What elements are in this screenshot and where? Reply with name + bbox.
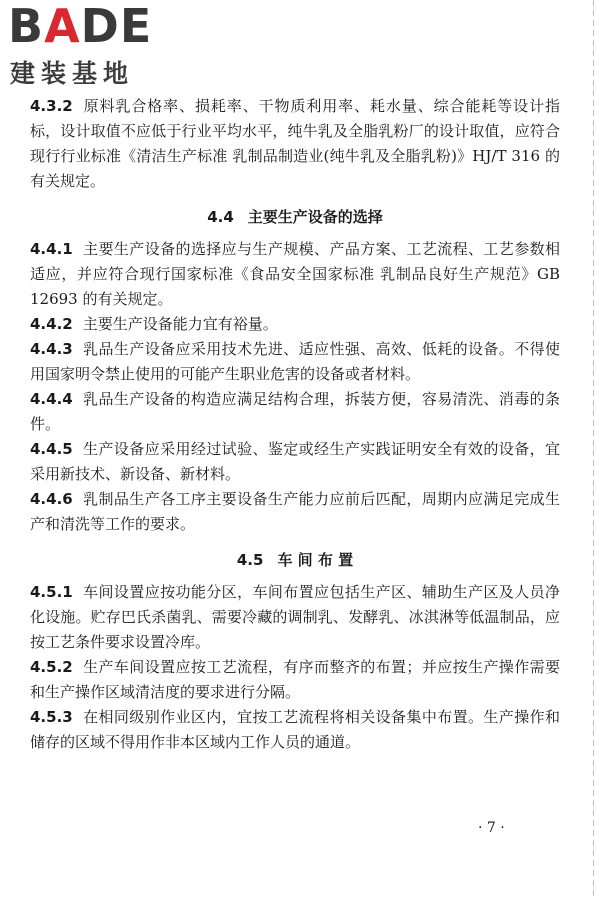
clause-4-5-2: 4.5.2 生产车间设置应按工艺流程，有序而整齐的布置；并应按生产操作需要和生产操作区域清洁度的要求进行分隔。 [30,658,560,701]
clause-4-4-1: 4.4.1 主要生产设备的选择应与生产规模、产品方案、工艺流程、工艺参数相适应，并应符合现行国家标准《食品安全国家标准 乳制品良好生产规范》GB 12693 的有关规定。 [30,240,560,308]
clause-4-4-4: 4.4.4 乳品生产设备的构造应满足结构合理，拆装方便，容易清洗、消毒的条件。 [30,390,560,433]
clause-4-5-3: 4.5.3 在相同级别作业区内，宜按工艺流程将相关设备集中布置。生产操作和储存的区域不得用作非本区域内工作人员的通道。 [30,708,560,751]
page-edge-line [593,0,594,900]
clause-4-3-2: 4.3.2 原料乳合格率、损耗率、干物质利用率、耗水量、综合能耗等设计指标，设计取值不应低于行业平均水平，纯牛乳及全脂乳粉厂的设计取值，应符合现行行业标准《清洁生产标准 乳制品制造业(纯牛乳及全脂乳粉)》HJ/T 316 的有关规定。 [30,97,560,190]
page-number: · 7 · [478,820,505,836]
document-body [30,94,560,755]
logo-wordmark: BADE [8,0,153,53]
clause-4-5-1: 4.5.1 车间设置应按功能分区，车间布置应包括生产区、辅助生产区及人员净化设施。贮存巴氏杀菌乳、需要冷藏的调制乳、发酵乳、冰淇淋等低温制品，应按工艺条件要求设置冷库。 [30,583,560,651]
section-heading-4-5: 4.5 车 间 布 置 [236,551,354,569]
logo-subtitle: 建装基地 [10,59,135,88]
clause-4-4-3: 4.4.3 乳品生产设备应采用技术先进、适应性强、高效、低耗的设备。不得使用国家明令禁止使用的可能产生职业危害的设备或者材料。 [30,340,560,383]
bade-logo [8,2,178,92]
clause-4-4-2: 4.4.2 主要生产设备能力宜有裕量。 [30,315,278,333]
clause-4-4-5: 4.4.5 生产设备应采用经过试验、鉴定或经生产实践证明安全有效的设备，宜采用新技术、新设备、新材料。 [30,440,560,483]
section-heading-4-4: 4.4 主要生产设备的选择 [207,208,383,226]
clause-4-4-6: 4.4.6 乳制品生产各工序主要设备生产能力应前后匹配，周期内应满足完成生产和清洗等工作的要求。 [30,490,560,533]
